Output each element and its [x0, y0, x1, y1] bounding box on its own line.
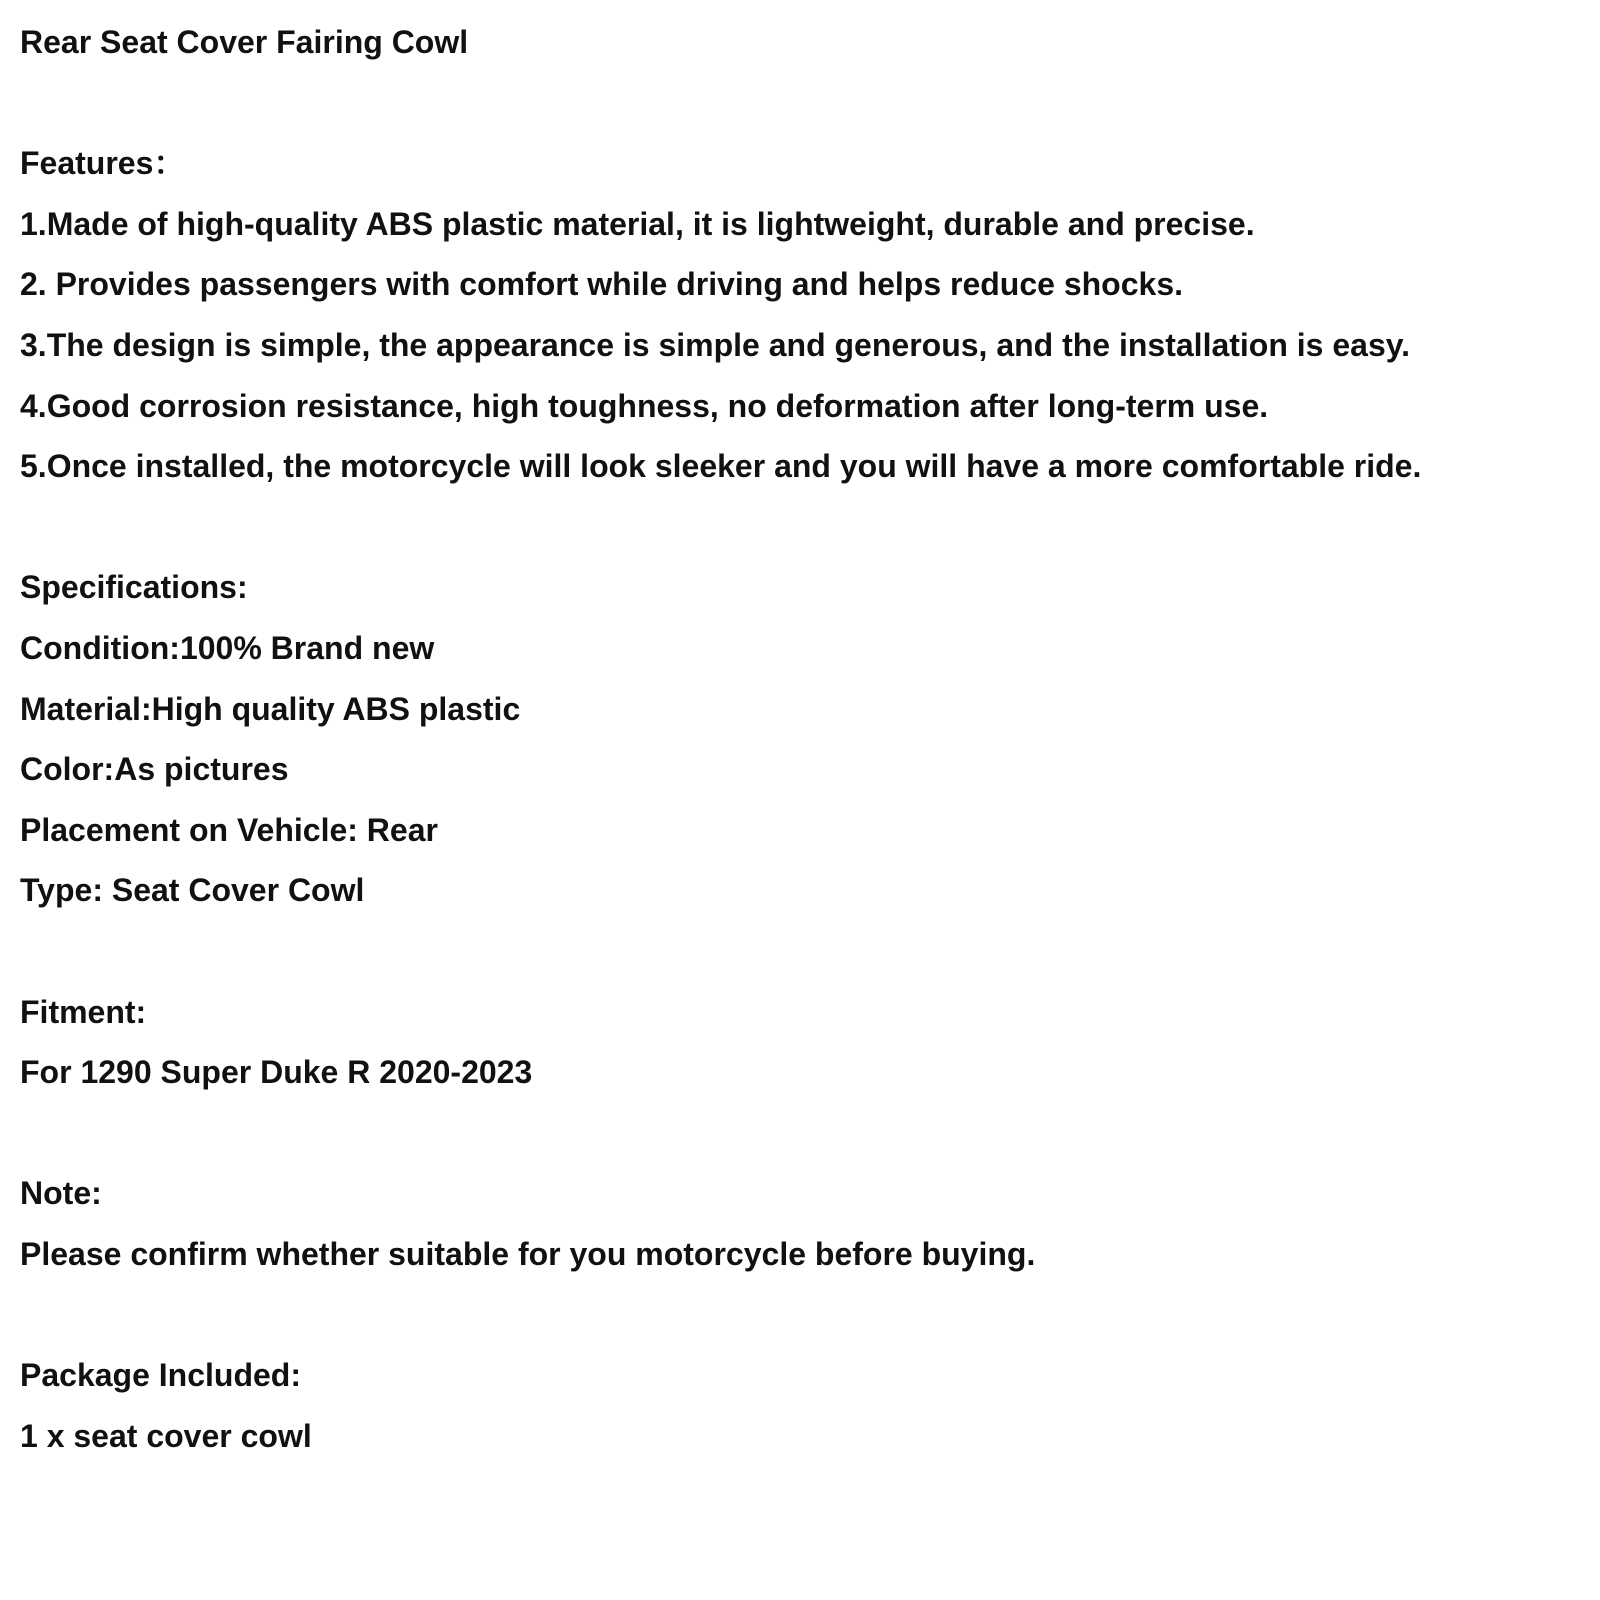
spec-placement: Placement on Vehicle: Rear: [20, 811, 438, 848]
specifications-section: [20, 557, 1580, 921]
product-description: [20, 12, 1580, 1466]
fitment-text: For 1290 Super Duke R 2020-2023: [20, 1054, 533, 1091]
feature-item: 2. Provides passengers with comfort while driving and helps reduce shocks.: [20, 266, 1183, 303]
package-text: 1 x seat cover cowl: [20, 1417, 312, 1454]
feature-item: 1.Made of high-quality ABS plastic material, it is lightweight, durable and precise.: [20, 205, 1255, 242]
spacer: [20, 73, 1580, 134]
features-heading: Features：: [20, 145, 186, 182]
feature-item: 5.Once installed, the motorcycle will look sleeker and you will have a more comfortable ride.: [20, 448, 1422, 485]
fitment-section: [20, 982, 1580, 1103]
features-section: [20, 133, 1580, 497]
note-section: [20, 1163, 1580, 1284]
note-heading: Note:: [20, 1175, 102, 1212]
spacer: [20, 497, 1580, 558]
note-text: Please confirm whether suitable for you motorcycle before buying.: [20, 1235, 1036, 1272]
package-section: [20, 1345, 1580, 1466]
feature-item: 3.The design is simple, the appearance is simple and generous, and the installation is easy.: [20, 326, 1411, 363]
feature-item: 4.Good corrosion resistance, high toughness, no deformation after long-term use.: [20, 387, 1269, 424]
package-heading: Package Included:: [20, 1357, 301, 1394]
fitment-heading: Fitment:: [20, 993, 147, 1030]
spacer: [20, 921, 1580, 982]
product-title: Rear Seat Cover Fairing Cowl: [20, 24, 469, 60]
spacer: [20, 1284, 1580, 1345]
spec-color: Color:As pictures: [20, 751, 289, 788]
specifications-heading: Specifications:: [20, 569, 248, 606]
spec-type: Type: Seat Cover Cowl: [20, 872, 365, 909]
spacer: [20, 1103, 1580, 1164]
spec-condition: Condition:100% Brand new: [20, 629, 435, 666]
spec-material: Material:High quality ABS plastic: [20, 690, 521, 727]
